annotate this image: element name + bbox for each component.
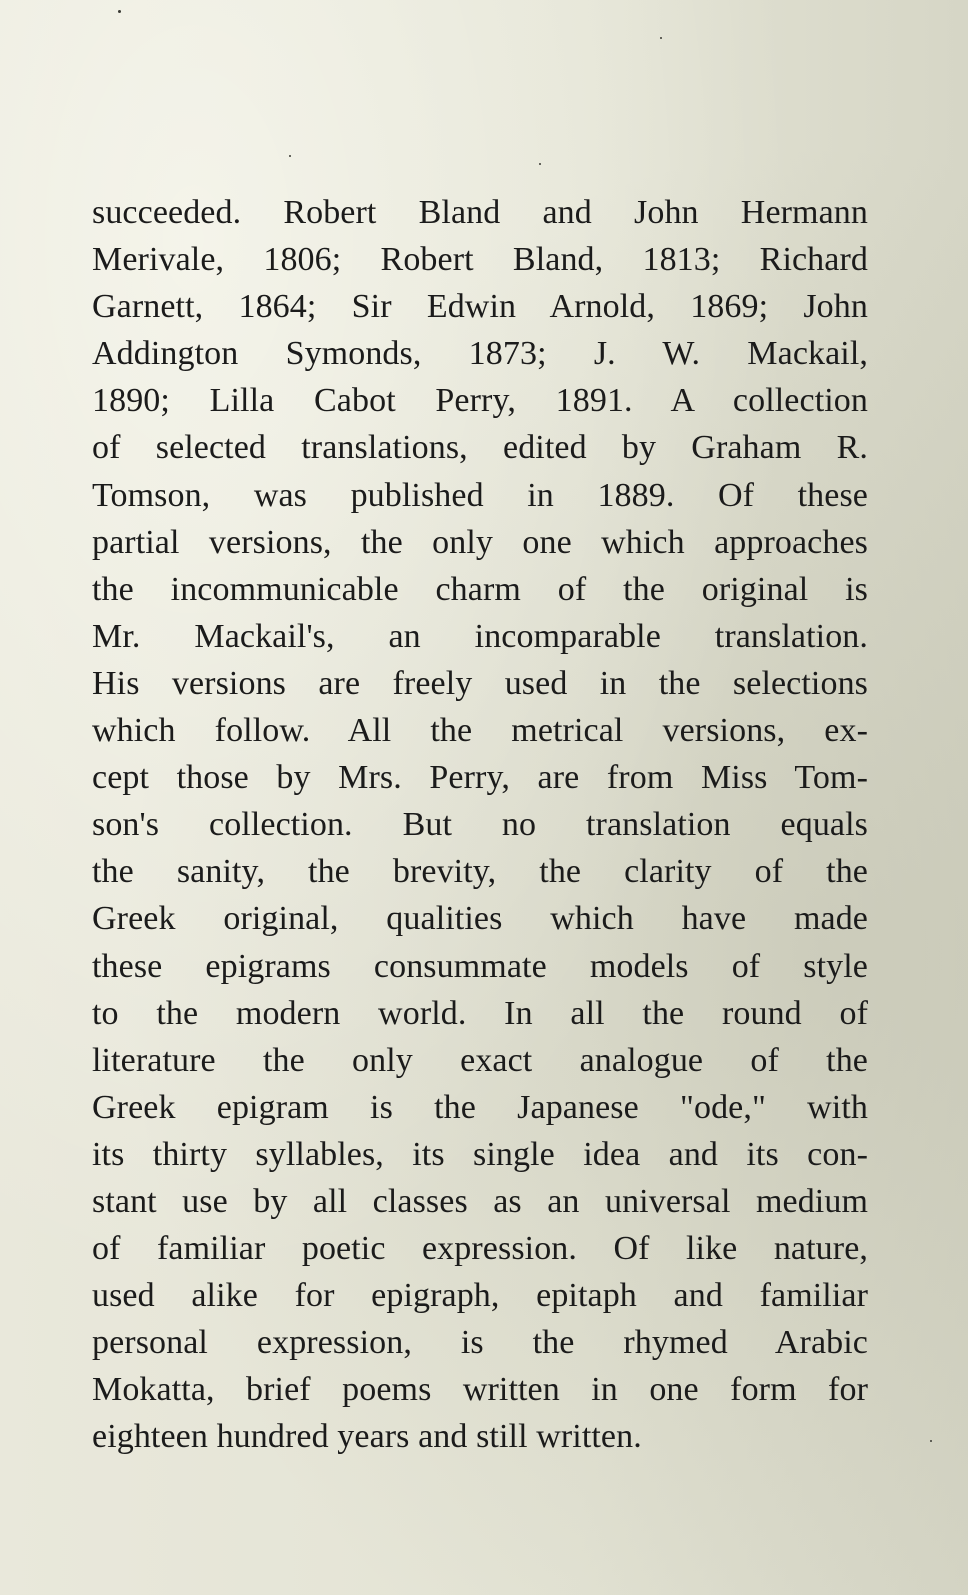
text-line-20: Greek epigram is the Japanese "ode," with <box>92 1088 868 1126</box>
text-line-2: Merivale, 1806; Robert Bland, 1813; Richard <box>92 241 868 279</box>
text-line-10: Mr. Mackail's, an incomparable translation. <box>92 617 868 655</box>
text-line-22: stant use by all classes as an universal medium <box>92 1182 868 1220</box>
text-line-11: His versions are freely used in the selections <box>92 664 868 702</box>
print-speck <box>118 10 121 13</box>
text-line-27: eighteen hundred years and still written. <box>92 1418 642 1456</box>
text-line-4: Addington Symonds, 1873; J. W. Mackail, <box>92 335 868 373</box>
text-line-3: Garnett, 1864; Sir Edwin Arnold, 1869; John <box>92 288 868 326</box>
text-line-24: used alike for epigraph, epitaph and familiar <box>92 1277 868 1315</box>
text-line-8: partial versions, the only one which approaches <box>92 523 868 561</box>
print-speck <box>289 155 291 157</box>
body-paragraph <box>92 189 868 1461</box>
text-line-13: cept those by Mrs. Perry, are from Miss Tom- <box>92 759 868 797</box>
text-line-14: son's collection. But no translation equals <box>92 806 868 844</box>
text-line-1: succeeded. Robert Bland and John Hermann <box>92 194 868 231</box>
text-line-5: 1890; Lilla Cabot Perry, 1891. A collection <box>92 382 868 420</box>
text-line-18: to the modern world. In all the round of <box>92 994 868 1032</box>
text-line-19: literature the only exact analogue of the <box>92 1041 868 1079</box>
text-line-21: its thirty syllables, its single idea and its con- <box>92 1135 868 1173</box>
print-speck <box>660 37 662 39</box>
text-line-6: of selected translations, edited by Graham R. <box>92 429 868 467</box>
print-speck <box>539 163 541 165</box>
text-line-7: Tomson, was published in 1889. Of these <box>92 476 868 514</box>
text-line-26: Mokatta, brief poems written in one form for <box>92 1371 868 1409</box>
text-line-16: Greek original, qualities which have made <box>92 900 868 938</box>
text-line-23: of familiar poetic expression. Of like nature, <box>92 1230 868 1268</box>
text-line-12: which follow. All the metrical versions, ex- <box>92 712 868 750</box>
text-line-15: the sanity, the brevity, the clarity of the <box>92 853 868 891</box>
text-line-9: the incommunicable charm of the original is <box>92 570 868 608</box>
print-speck <box>930 1440 932 1442</box>
text-line-25: personal expression, is the rhymed Arabic <box>92 1324 868 1362</box>
text-line-17: these epigrams consummate models of style <box>92 947 868 985</box>
